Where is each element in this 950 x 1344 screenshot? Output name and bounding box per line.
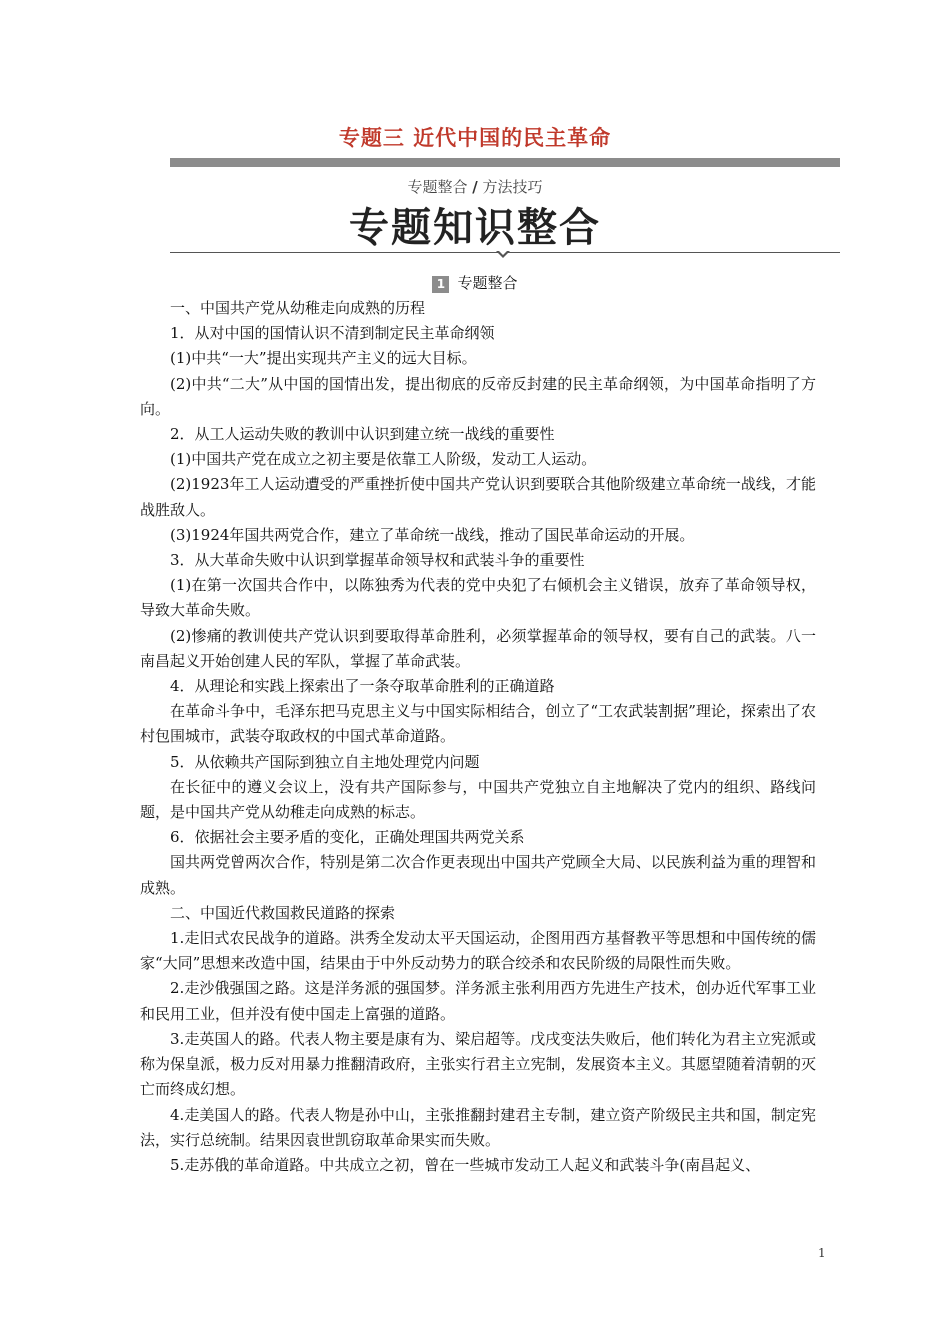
paragraph: 2.走沙俄强国之路。这是洋务派的强国梦。洋务派主张利用西方先进生产技术，创办近代军事工业和民用工业，但并没有使中国走上富强的道路。 — [140, 979, 816, 1023]
paragraph: 6．依据社会主要矛盾的变化，正确处理国共两党关系 — [170, 828, 525, 847]
rule-arrow-inner — [499, 251, 507, 255]
paragraph: 在长征中的遵义会议上，没有共产国际参与，中国共产党独立自主地解决了党内的组织、路线问题，是中国共产党从幼稚走向成熟的标志。 — [140, 777, 816, 822]
paragraph: 2．从工人运动失败的教训中认识到建立统一战线的重要性 — [170, 425, 555, 444]
paragraph: 3．从大革命失败中认识到掌握革命领导权和武装斗争的重要性 — [170, 551, 585, 570]
subtitle-right: 方法技巧 — [482, 178, 543, 196]
paragraph: (2)1923年工人运动遭受的严重挫折使中国共产党认识到要联合其他阶级建立革命统一战线，才能战胜敌人。 — [140, 475, 816, 519]
paragraph: (1)中共“一大”提出实现共产主义的远大目标。 — [170, 349, 477, 368]
page-number: 1 — [818, 1246, 826, 1260]
document-title: 专题三 近代中国的民主革命 — [338, 126, 612, 150]
paragraph: 4.走美国人的路。代表人物是孙中山，主张推翻封建君主专制，建立资产阶级民主共和国，制定宪法，实行总统制。结果因袁世凯窃取革命果实而失败。 — [140, 1105, 816, 1149]
paragraph: 4．从理论和实践上探索出了一条夺取革命胜利的正确道路 — [170, 677, 555, 696]
paragraph: 5.走苏俄的革命道路。中共成立之初，曾在一些城市发动工人起义和武装斗争(南昌起义、 — [170, 1155, 761, 1174]
section-label: 专题整合 — [457, 274, 518, 292]
paragraph: (1)在第一次国共合作中，以陈独秀为代表的党中央犯了右倾机会主义错误，放弃了革命领导权，导致大革命失败。 — [140, 576, 816, 620]
paragraph: 二、中国近代救国救民道路的探索 — [170, 903, 396, 922]
paragraph: 1.走旧式农民战争的道路。洪秀全发动太平天国运动，企图用西方基督教平等思想和中国传统的儒家“大同”思想来改造中国，结果由于中外反动势力的联合绞杀和农民阶级的局限性而失败。 — [140, 929, 816, 973]
paragraph: (2)中共“二大”从中国的国情出发，提出彻底的反帝反封建的民主革命纲领，为中国革命指明了方向。 — [140, 374, 816, 418]
body-text — [140, 296, 816, 1178]
paragraph: (1)中国共产党在成立之初主要是依靠工人阶级，发动工人运动。 — [170, 450, 597, 469]
paragraph: 国共两党曾两次合作，特别是第二次合作更表现出中国共产党顾全大局、以民族利益为重的理智和成熟。 — [140, 853, 816, 897]
header-subtitle — [0, 176, 950, 197]
section-heading — [0, 272, 950, 293]
paragraph: 3.走英国人的路。代表人物主要是康有为、梁启超等。戊戌变法失败后，他们转化为君主立宪派或称为保皇派，极力反对用暴力推翻清政府，主张实行君主立宪制，发展资本主义。其愿望随着清朝的灭亡而终成幻想。 — [140, 1029, 816, 1099]
paragraph: (2)惨痛的教训使共产党认识到要取得革命胜利，必须掌握革命的领导权，要有自己的武装。八一南昌起义开始创建人民的军队，掌握了革命武装。 — [140, 626, 816, 670]
section-number-badge: 1 — [432, 276, 449, 293]
paragraph: 一、中国共产党从幼稚走向成熟的历程 — [170, 299, 426, 317]
paragraph: (3)1924年国共两党合作，建立了革命统一战线，推动了国民革命运动的开展。 — [170, 525, 695, 544]
subtitle-left: 专题整合 — [407, 178, 468, 196]
main-heading: 专题知识整合 — [349, 205, 601, 251]
title-divider-bar — [170, 158, 840, 167]
paragraph: 5．从依赖共产国际到独立自主地处理党内问题 — [170, 752, 480, 771]
subtitle-separator: / — [472, 178, 478, 196]
paragraph: 1．从对中国的国情认识不清到制定民主革命纲领 — [170, 324, 495, 343]
paragraph: 在革命斗争中，毛泽东把马克思主义与中国实际相结合，创立了“工农武装割据”理论，探索出了农村包围城市，武装夺取政权的中国式革命道路。 — [140, 702, 816, 746]
